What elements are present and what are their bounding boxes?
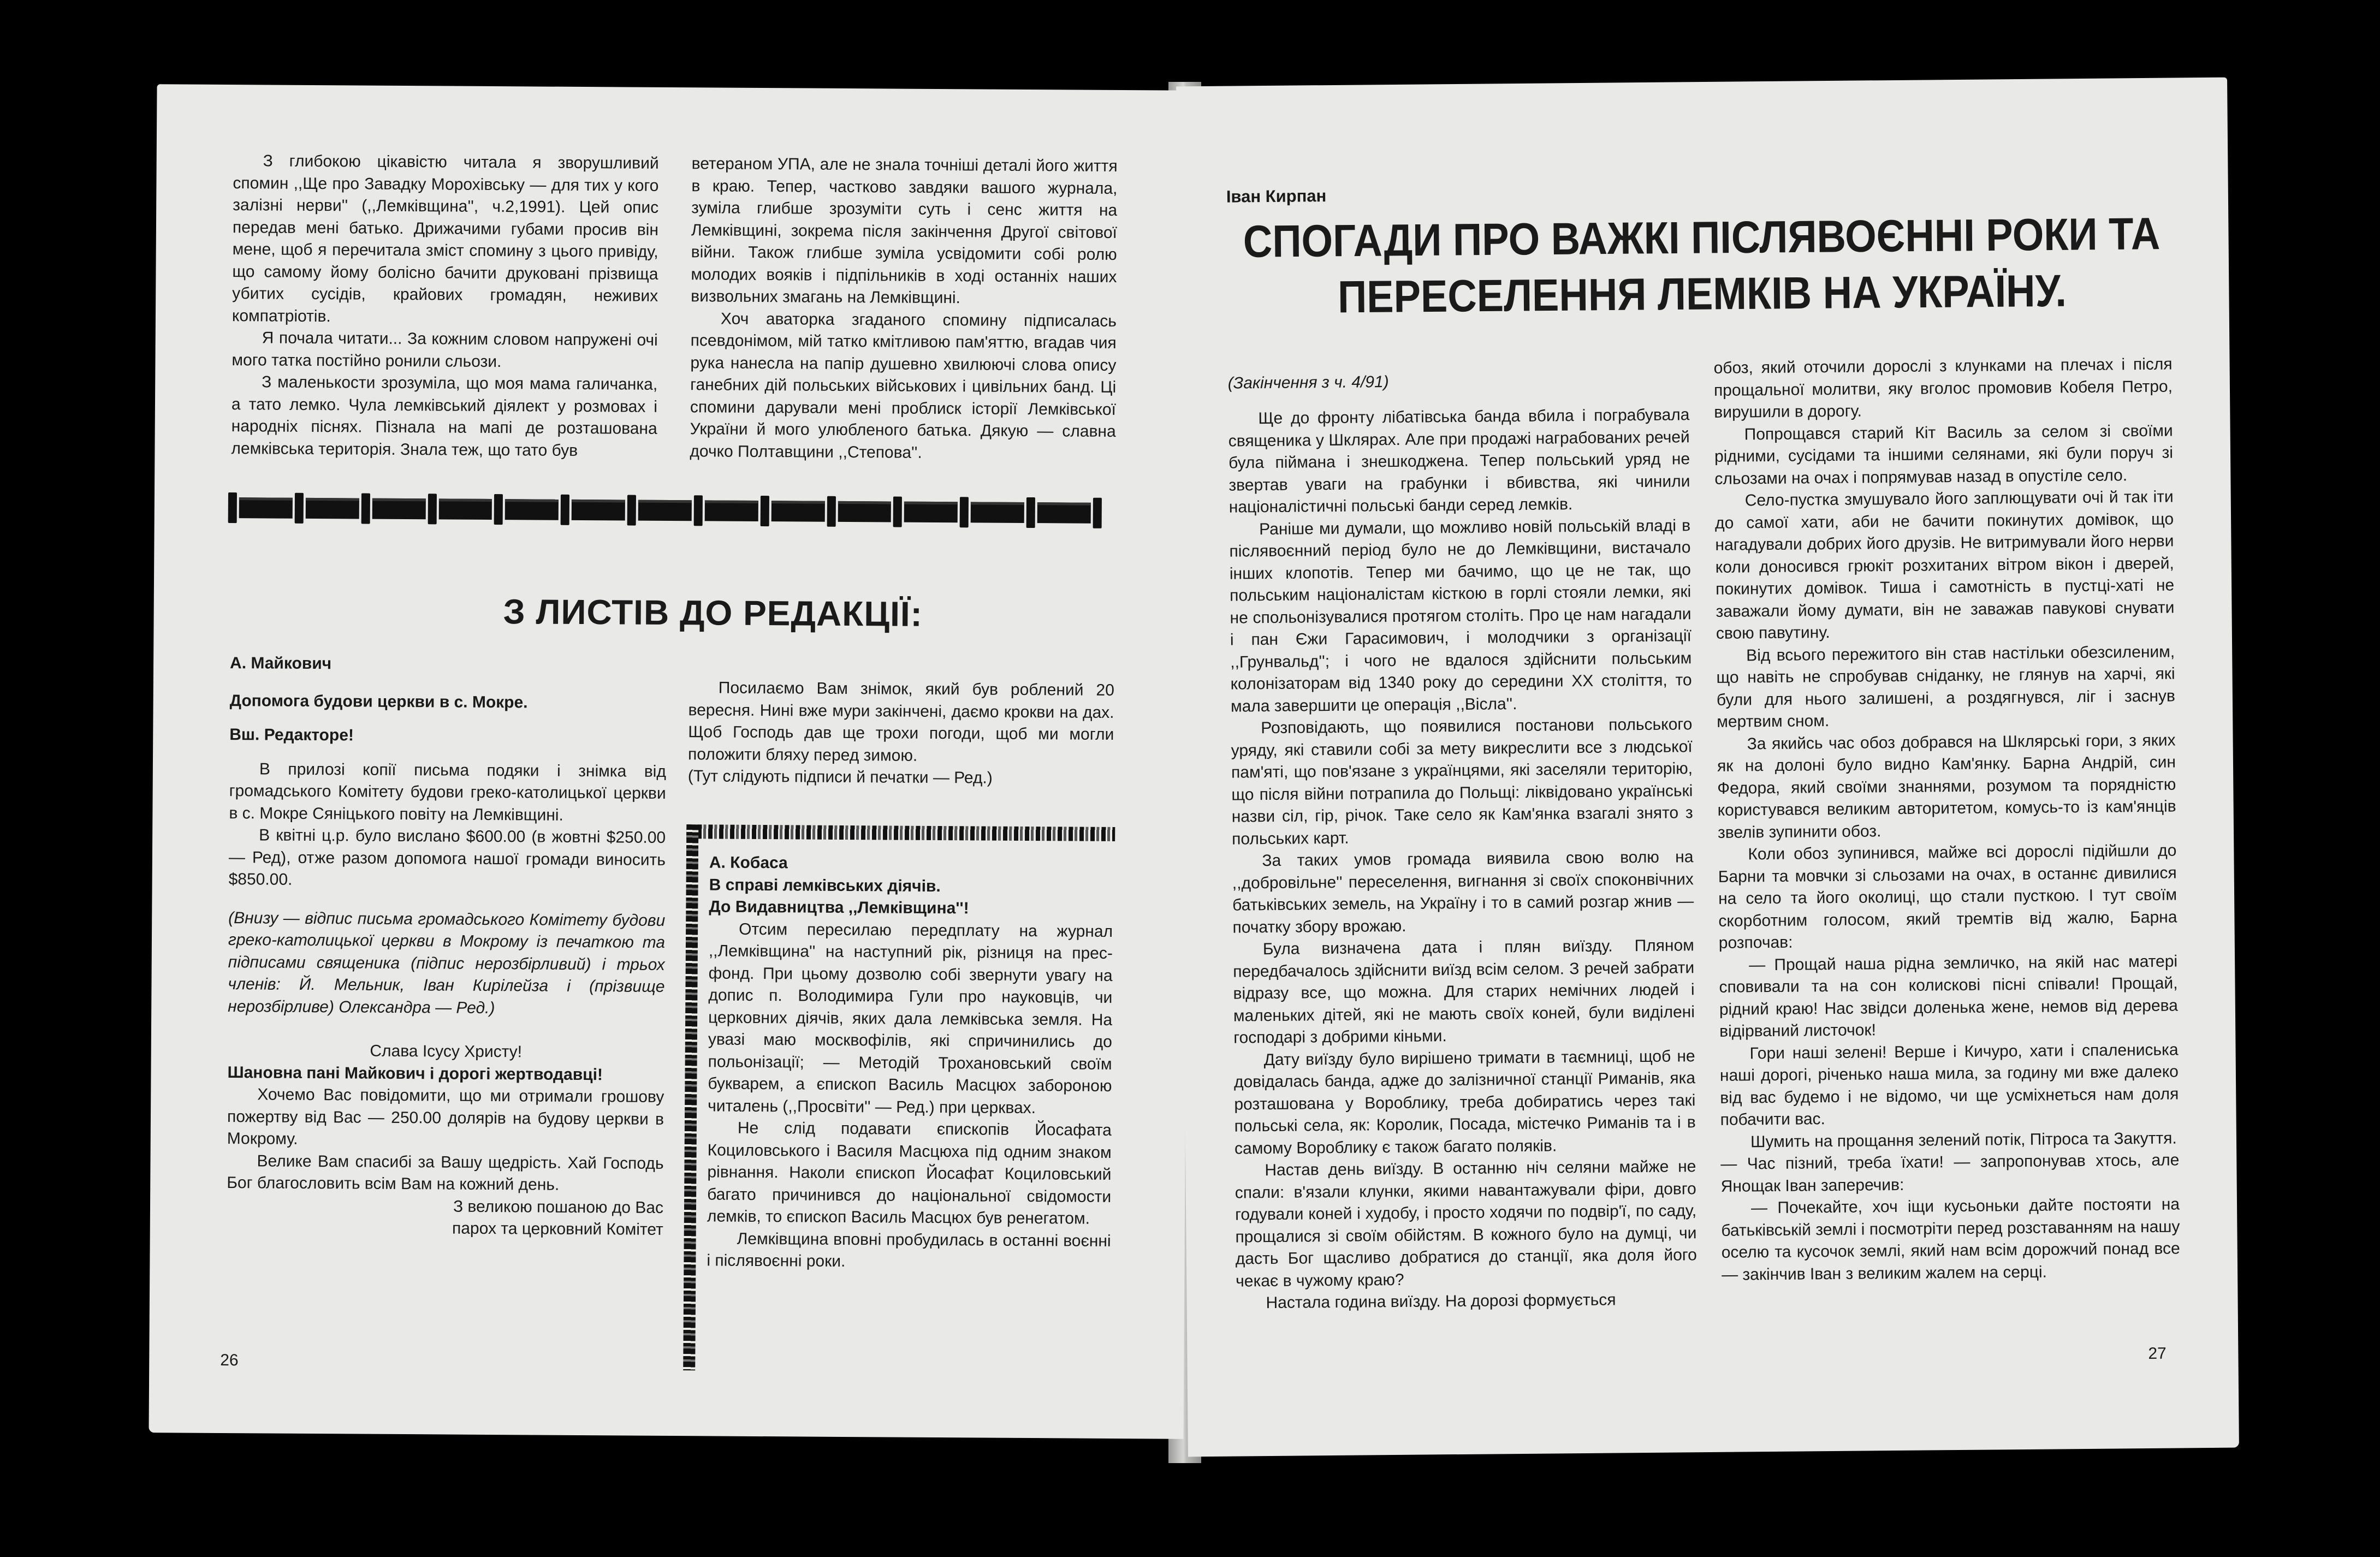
paragraph: Хоч аваторка згаданого спомину підписалась псевдонімом, мій татко кмітливою пам'яттю, вгадав чия рука нанесла на папір душевно хвилюючі слова опису ганебних дій польських військових і цивільних банд. Ці спомини дарували мені проблиск історії Лемківської України й мого улюбленого батька. Дякую — славна дочко Полтавщини ,,Степова''.	[690, 310, 1117, 462]
paragraph: За якийсь час обоз добрався на Шклярські гори, з яких як на долоні було видно Кам'янку. Барна Андрій, син Федора, який своїми знаннями, розумом та порядністю користувався великим авторитетом, комусь-то із кам'янців звелів зупинити обоз.	[1717, 731, 2176, 842]
paragraph: Попрощався старий Кіт Василь за селом зі своїми рідними, сусідами та іншими селянами, які були поруч зі сльозами на очах і попрямував назад в опустіле село.	[1714, 421, 2174, 488]
paragraph: З глибокою цікавістю читала я зворушливий спомин ,,Ще про Завадку Морохівську — для тих у кого залізні нерви'' (,,Лемківщина'', ч.2,1991). Цей опис передав мені батько. Дрижачими губами просив він мене, щоб я перечитала зміст спомину з цього привіду, що самому йому болісно бачити друковані прізвища убитих сусідів, крайових громадян, неживих компатріотів.	[232, 152, 659, 325]
paragraph: Настав день виїзду. В останню ніч селяни майже не спали: в'язали клунки, якими навантажували фіри, довго годували коней і худобу, і просто ходячи по подвір'ї, по саду, прощалися зі своїм обійстям. В кожного було на думці, чи дасть Бог щасливо добратися до станції, яка доля його чекає в чужому краю?	[1234, 1157, 1697, 1291]
paragraph: Була визначена дата і плян виїзду. Пляном передбачалось здійснити виїзд всім селом. З речей забрати відразу все, що можна. Для старих немічних людей і маленьких дітей, які не мають своїх коней, були виділені господарі з добрими кіньми.	[1233, 936, 1695, 1047]
right-page	[1176, 78, 2239, 1457]
ornament-border	[686, 824, 1115, 841]
paragraph: Раніше ми думали, що можливо новій польській владі в післявоєнний період було не до Лемківщини, вистачало інших клопотів. Тепер ми бачимо, що це не так, що польським націоналістам кісткою в горлі стояли лемки, які не спольонізувалися протягом століть. Про це нам нагадали і пан Єжи Гарасимович, і молодчики з організації ,,Грунвальд''; і чого не вдалося здійснити польським колонізаторам від 1340 року до середини XX століття, то мала завершити це операція ,,Вісла''.	[1229, 516, 1692, 716]
paragraph: Ще до фронту лібатівська банда вбила і пограбувала священика у Шклярах. Але при продажі награбованих речей була піймана і знешкоджена. Тепер польський уряд не звертав уваги на грабунки і вбивства, які чинили націоналістичні польські банди серед лемків.	[1228, 406, 1690, 516]
letter-subject: В справі лемківських діячів.	[709, 875, 941, 895]
right-column-upper	[688, 677, 1114, 790]
paragraph: Хочемо Вас повідомити, що ми отримали грошову пожертву від Вас — 250.00 долярів на будову церкви в Мокрому.	[227, 1085, 664, 1148]
paragraph: Не слід подавати єпископів Йосафата Коциловського і Василя Масцюха під одним знаком рівнання. Наколи єпископ Йосафат Коциловський багато причинився до національної свідомости лемків, то єпископ Василь Масцюх був ренегатом.	[707, 1119, 1112, 1228]
paragraph: Отсим пересилаю передплату на журнал ,,Лемківщина'' на наступний рік, різниця на прес-фонд. При цьому дозволю собі звернути увагу на допис п. Володимира Гули про науковців, чи церковних діячів, яких дала лемківська земля. На увазі маю москвофілів, які спричинились до польонізації; — Методій Трохановський своїм букварем, а єпископ Василь Масцюх забороною читалень (,,Просвіти'' — Ред.) при церквах.	[708, 920, 1113, 1117]
paragraph: В прилозі копії письма подяки і знімка від громадського Комітету будови греко-католицької церкви в с. Мокре Сяніцького повіту на Лемківщині.	[229, 759, 666, 824]
article-column-1	[1228, 404, 1697, 1315]
article-column-2	[1713, 354, 2180, 1286]
letter-2	[707, 852, 1113, 1274]
paragraph: Дату виїзду було вирішено тримати в таємниці, щоб не довідалась банда, адже до залізничної станції Риманів, яка розташована у Вороблику, треба добиратись через такі польські села, як: Королик, Посада, містечко Риманів та і в самому Вороблику є також багато поляків.	[1233, 1047, 1696, 1158]
paragraph: За таких умов громада виявила свою волю на ,,добровільне'' переселення, вигнання зі своїх споконвічних батьківських земель, на Україну і то в самий розгар жнив — початку збору врожаю.	[1232, 848, 1694, 937]
greeting: Слава Ісусу Христу!	[370, 1042, 523, 1061]
editor-note: (Внизу — відпис письма громадського Комітету будови греко-католицької церкви в Мокрому із печаткою та підписами священика (підпис нерозбірливий) і трьох членів: Й. Мельник, Іван Кирілейза і (прізвище нерозбірливе) Олександра — Ред.)	[228, 908, 666, 1017]
ornament-border	[683, 824, 698, 1370]
paragraph: обоз, який оточили дорослі з клунками на плечах і після прощальної молитви, яку вголос промовив Кобеля Петро, вирушили в дорогу.	[1713, 355, 2173, 421]
letter-address: До Видавництва ,,Лемківщина''!	[709, 898, 969, 918]
letter-1	[227, 652, 667, 1241]
left-page	[149, 84, 1191, 1439]
paragraph: — Прощай наша рідна земличко, на якій нас матері сповивали та на сон колискові пісні співали! Прощай, рідний краю! Нас звідси доленька жене, немов від дерева відірваний листочок!	[1719, 952, 2178, 1041]
paragraph: Село-пустка змушувало його заплющувати очі й так іти до самої хати, аби не бачити покинутих домівок, що нагадували добрих його друзів. Не витримували його нерви коли доносився грюкіт розхитаних вітром вікон і дверей, покинутих домівок. Тиша і самотність в пустці-хаті не заважали йому думати, він не заважав павукові снувати свою павутину.	[1714, 488, 2175, 643]
paragraph: Настала година виїзду. На дорозі формується	[1266, 1291, 1616, 1312]
article-title	[1237, 206, 2167, 326]
paragraph: З маленькости зрозуміла, що моя мама галичанка, а тато лемко. Чула лемківський діялект у розмовах і народніх піснях. Пізнала на мапі де розташована лемківська територія. Знала теж, що тато був	[231, 373, 658, 460]
paragraph: ветераном УПА, але не знала точніші деталі його життя в краю. Тепер, частково завдяки вашого журнала, зуміла глибше зрозуміти суть і сенс життя на Лемківщині, зокрема після закінчення Другої світової війни. Також глибше зуміла усвідомити собі ролю молодих вояків і підпільників в ході останніх наших визвольних змагань на Лемківщині.	[691, 154, 1118, 307]
paragraph: Розповідають, що появилися постанови польського уряду, які ставили собі за мету викреслити все з людської пам'яті, що пов'язане з українцями, які заселяли територію, що після війни потрапила до Польщі: ліквідовано українські назви сіл, гір, річок. Таке село як Кам'янка взагалі знято з польських карт.	[1231, 715, 1693, 848]
article-author: Іван Кирпан	[1226, 186, 1327, 206]
page-number: 27	[2148, 1344, 2167, 1363]
title-line: СПОГАДИ ПРО ВАЖКІ ПІСЛЯВОЄННІ РОКИ ТА	[1243, 208, 2161, 267]
paragraph: Від всього пережитого він став настільки обезсиленим, що навіть не спробував сніданку, не глянув на харчі, які були для нього залишені, а роздягнувся, ліг і заснув мертвим сном.	[1716, 643, 2176, 731]
top-column-2	[690, 153, 1117, 465]
continuation-note: (Закінчення з ч. 4/91)	[1227, 373, 1389, 393]
section-title: З ЛИСТІВ ДО РЕДАКЦІЇ:	[503, 592, 923, 634]
letter-salutation: Вш. Редакторе!	[229, 726, 354, 745]
paragraph: Гори наші зелені! Верше і Кичуро, хати і спалениська наші дорогі, річенько наша мила, за годину ми вже далеко від вас будемо і не відомо, чи ще усміхнеться нам доля побачити вас.	[1719, 1040, 2179, 1129]
paragraph: — Почекайте, хоч іщи кусьоньки дайте постояти на батьківській землі і посмотріти перед розставанням на нашу оселю та кусочок землі, який нам всім дорожчий понад все — закінчив Іван з великим жалем на серці.	[1721, 1195, 2180, 1284]
signature-line: парох та церковний Комітет	[452, 1219, 663, 1239]
paragraph: Посилаємо Вам знімок, який був роблений 20 вересня. Нині вже мури закінчені, даємо крокви на дах. Щоб Господь дав ще трохи погоди, щоб ми могли положити бляху перед зимою.	[687, 679, 1114, 765]
letter-subject: Допомога будови церкви в с. Мокре.	[229, 691, 528, 711]
title-line: ПЕРЕСЕЛЕННЯ ЛЕМКІВ НА УКРАЇНУ.	[1337, 265, 2067, 323]
paragraph: Велике Вам спасибі за Вашу щедрість. Хай Господь Бог благословить всім Вам на кожний день.	[227, 1151, 664, 1194]
fence-divider	[228, 491, 1102, 530]
paragraph: — Час пізний, треба їхати! — запропонував хтось, але Янощак Іван заперечив:	[1720, 1151, 2180, 1196]
paragraph: Лемківщина вповні пробудилась в останні воєнні і післявоєнні роки.	[707, 1229, 1111, 1270]
signature-line: З великою пошаною до Вас	[453, 1197, 664, 1217]
letter-address: Шановна пані Майкович і дорогі жертводавці!	[227, 1063, 603, 1084]
letter-author: А. Кобаса	[709, 853, 788, 872]
paragraph: В квітні ц.р. було вислано $600.00 (в жовтні $250.00 — Ред), отже разом допомога нашої громади виносить $850.00.	[228, 826, 666, 889]
paragraph: Шумить на прощання зелений потік, Пітроса та Закуття.	[1750, 1129, 2177, 1151]
paragraph: Коли обоз зупинився, майже всі дорослі підійшли до Барни та мовчки зі сльозами на очах, в останнє дивилися на село та його околиці, що стали пусткою. І тут своїм скорботним голосом, який тремтів від жалю, Барна розпочав:	[1718, 841, 2177, 952]
letter-author: А. Майкович	[229, 654, 332, 673]
top-column-1	[231, 150, 658, 462]
editor-note: (Тут слідують підписи й печатки — Ред.)	[687, 767, 993, 787]
paragraph: Я почала читати... За кожним словом напружені очі мого татка постійно ронили сльози.	[232, 329, 658, 371]
page-number: 26	[220, 1351, 239, 1370]
